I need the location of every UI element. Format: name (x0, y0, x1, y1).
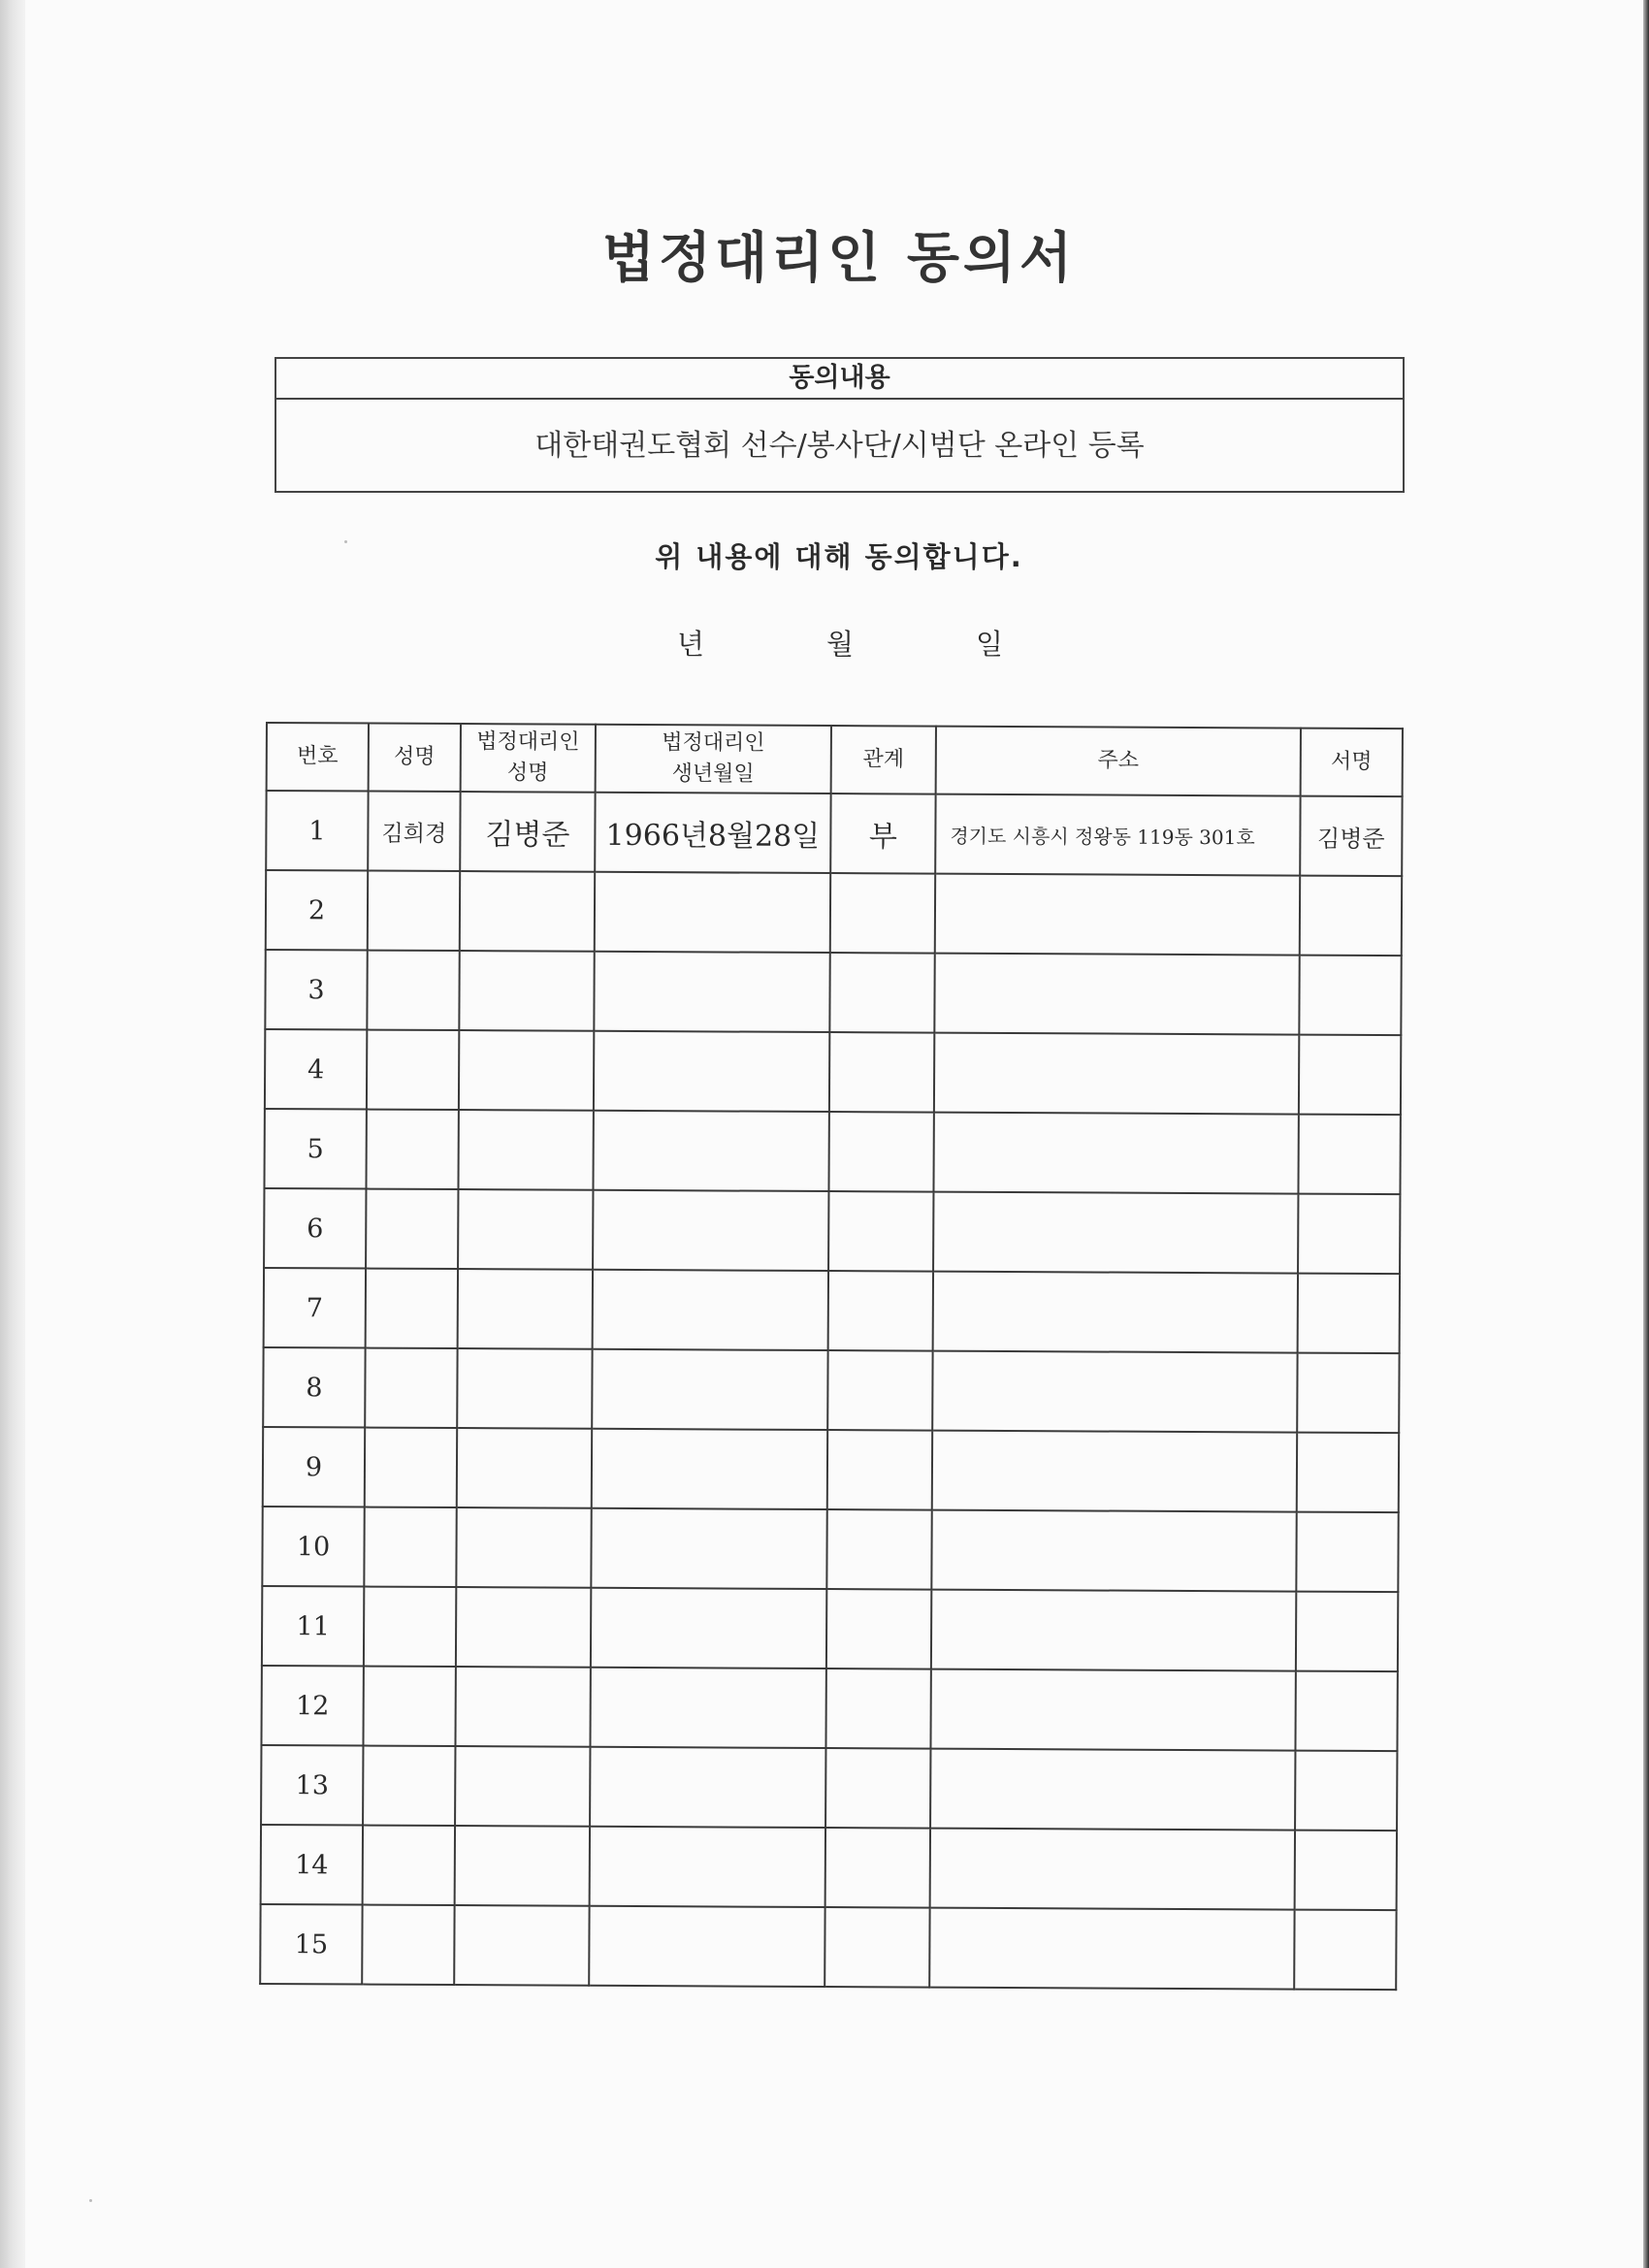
header-address: 주소 (936, 727, 1301, 796)
table-body (260, 791, 1402, 1990)
cell-address[interactable] (930, 1829, 1295, 1910)
cell-rep-birth[interactable] (591, 1588, 826, 1669)
cell-signature[interactable] (1297, 1433, 1399, 1513)
cell-relation[interactable] (828, 1112, 933, 1192)
cell-rep-name[interactable] (459, 951, 594, 1031)
table-row (264, 1109, 1400, 1194)
cell-no[interactable]: 7 (264, 1268, 366, 1348)
table-row (261, 1825, 1397, 1910)
table-row (266, 870, 1402, 956)
cell-rep-name[interactable] (458, 1269, 593, 1349)
cell-rep-name[interactable] (457, 1428, 592, 1508)
cell-relation[interactable] (826, 1509, 931, 1590)
cell-name[interactable] (365, 1428, 457, 1507)
table-row (266, 791, 1402, 876)
cell-no[interactable]: 5 (264, 1109, 366, 1189)
consent-header: 동의내용 (276, 359, 1403, 400)
cell-signature[interactable] (1296, 1512, 1398, 1593)
cell-signature[interactable] (1299, 1035, 1401, 1116)
consent-body: 대한태권도협회 선수/봉사단/시범단 온라인 등록 (534, 429, 1145, 463)
cell-rep-name[interactable] (455, 1826, 590, 1906)
cell-rep-birth[interactable] (593, 1190, 828, 1271)
cell-relation[interactable] (828, 1271, 933, 1351)
cell-address[interactable]: 경기도 시흥시 정왕동 119동 301호 (935, 794, 1300, 876)
cell-relation[interactable] (826, 1589, 931, 1669)
table-row (261, 1745, 1397, 1831)
table-row (262, 1586, 1398, 1671)
cell-rep-birth[interactable] (593, 1270, 828, 1350)
cell-name[interactable] (366, 1189, 458, 1269)
header-relation: 관계 (831, 726, 936, 794)
agree-statement: 위 내용에 대해 동의합니다. (655, 540, 1023, 573)
cell-address[interactable] (935, 874, 1300, 956)
cell-name[interactable] (366, 1110, 458, 1189)
cell-rep-name[interactable] (457, 1348, 592, 1429)
cell-rep-birth[interactable] (590, 1747, 825, 1828)
cell-rep-name[interactable] (458, 1189, 593, 1270)
cell-rep-birth[interactable] (589, 1906, 824, 1987)
cell-rep-name[interactable] (456, 1587, 591, 1668)
cell-name[interactable]: 김희경 (368, 792, 460, 871)
cell-name[interactable] (362, 1905, 454, 1985)
cell-relation[interactable] (827, 1350, 932, 1431)
cell-relation[interactable] (828, 1191, 933, 1272)
cell-no[interactable]: 13 (261, 1745, 363, 1826)
cell-signature[interactable] (1298, 1115, 1400, 1195)
cell-no[interactable]: 10 (262, 1507, 364, 1587)
cell-name[interactable] (367, 951, 459, 1030)
header-name: 성명 (369, 724, 461, 792)
cell-rep-name[interactable] (460, 871, 595, 952)
header-rep-name-line2: 성명 (506, 761, 549, 786)
consent-box (275, 357, 1405, 493)
table-row (262, 1507, 1398, 1592)
cell-relation[interactable]: 부 (830, 794, 935, 874)
cell-address[interactable] (929, 1908, 1294, 1990)
cell-address[interactable] (932, 1351, 1297, 1433)
scan-edge-left (0, 0, 25, 2268)
cell-signature[interactable] (1297, 1353, 1399, 1434)
header-rep-birth-line1: 법정대리인 (662, 730, 765, 756)
cell-rep-name[interactable] (458, 1110, 593, 1190)
cell-no[interactable]: 12 (261, 1666, 363, 1746)
cell-signature[interactable] (1300, 876, 1402, 956)
cell-address[interactable] (933, 1192, 1298, 1274)
cell-rep-name[interactable] (454, 1905, 589, 1986)
table-row (264, 1188, 1400, 1274)
table-row (265, 950, 1401, 1035)
cell-relation[interactable] (825, 1748, 930, 1829)
table-row (265, 1029, 1401, 1115)
cell-no[interactable]: 9 (263, 1427, 365, 1507)
cell-name[interactable] (364, 1507, 456, 1587)
header-rep-name-line1: 법정대리인 (476, 729, 580, 755)
document-title: 법정대리인 동의서 (601, 227, 1077, 290)
cell-signature[interactable] (1295, 1831, 1397, 1911)
cell-rep-birth[interactable] (593, 1111, 828, 1191)
table-row (263, 1347, 1399, 1433)
cell-address[interactable] (932, 1431, 1297, 1512)
cell-rep-birth[interactable] (591, 1508, 826, 1589)
cell-signature[interactable] (1294, 1910, 1396, 1991)
cell-signature[interactable]: 김병준 (1300, 796, 1402, 877)
cell-relation[interactable] (829, 1032, 934, 1113)
cell-name[interactable] (363, 1826, 455, 1905)
cell-address[interactable] (933, 1272, 1298, 1353)
cell-relation[interactable] (824, 1907, 929, 1988)
table-row (260, 1904, 1396, 1990)
scan-speck (344, 540, 347, 543)
cell-address[interactable] (934, 954, 1299, 1035)
cell-rep-birth[interactable] (595, 872, 830, 953)
cell-rep-birth[interactable] (592, 1429, 827, 1509)
cell-address[interactable] (930, 1749, 1295, 1831)
cell-relation[interactable] (830, 873, 935, 954)
header-rep-birth (596, 725, 831, 794)
cell-signature[interactable] (1298, 1274, 1400, 1354)
cell-signature[interactable] (1298, 1194, 1400, 1275)
cell-name[interactable] (368, 871, 460, 951)
scan-speck (89, 2199, 92, 2202)
cell-name[interactable] (363, 1667, 455, 1746)
cell-address[interactable] (930, 1669, 1295, 1751)
cell-name[interactable] (365, 1348, 457, 1428)
cell-rep-birth[interactable] (592, 1349, 827, 1430)
cell-address[interactable] (933, 1113, 1298, 1194)
header-signature: 서명 (1301, 729, 1403, 797)
cell-no[interactable]: 11 (262, 1586, 364, 1667)
cell-no[interactable]: 15 (260, 1904, 362, 1985)
header-rep-birth-line2: 생년월일 (671, 761, 755, 787)
date-month-label: 월 (826, 628, 855, 661)
cell-rep-birth[interactable]: 1966년8월28일 (595, 793, 830, 873)
cell-rep-birth[interactable] (590, 1827, 825, 1907)
signature-table (259, 722, 1404, 1991)
cell-address[interactable] (934, 1033, 1299, 1115)
header-no: 번호 (267, 723, 369, 792)
cell-signature[interactable] (1299, 956, 1401, 1036)
date-day-label: 일 (976, 628, 1004, 661)
cell-name[interactable] (367, 1030, 459, 1110)
cell-signature[interactable] (1296, 1592, 1398, 1672)
scan-edge-right (1643, 0, 1649, 2268)
cell-rep-name[interactable]: 김병준 (460, 792, 595, 872)
cell-name[interactable] (364, 1587, 456, 1667)
cell-name[interactable] (363, 1746, 455, 1826)
cell-no[interactable]: 1 (266, 791, 368, 871)
cell-no[interactable]: 4 (265, 1029, 367, 1110)
cell-rep-birth[interactable] (594, 1031, 829, 1112)
cell-no[interactable]: 14 (261, 1825, 363, 1905)
cell-no[interactable]: 2 (266, 870, 368, 951)
cell-rep-name[interactable] (459, 1030, 594, 1111)
table-row (264, 1268, 1400, 1353)
cell-rep-birth[interactable] (590, 1668, 825, 1748)
date-year-label: 년 (677, 628, 705, 661)
cell-relation[interactable] (825, 1669, 930, 1749)
header-rep-name (461, 724, 596, 793)
cell-rep-name[interactable] (455, 1667, 590, 1747)
cell-rep-name[interactable] (455, 1746, 590, 1827)
table-row (263, 1427, 1399, 1512)
cell-signature[interactable] (1295, 1751, 1397, 1831)
table-row (261, 1666, 1397, 1751)
cell-no[interactable]: 8 (263, 1347, 365, 1428)
cell-rep-birth[interactable] (594, 952, 829, 1032)
cell-no[interactable]: 3 (265, 950, 367, 1030)
cell-relation[interactable] (829, 953, 934, 1033)
cell-name[interactable] (366, 1269, 458, 1348)
cell-address[interactable] (931, 1510, 1296, 1592)
cell-address[interactable] (931, 1590, 1296, 1671)
cell-rep-name[interactable] (456, 1507, 591, 1588)
cell-signature[interactable] (1295, 1671, 1397, 1752)
table-header-row (267, 723, 1403, 796)
cell-relation[interactable] (825, 1828, 930, 1908)
cell-relation[interactable] (827, 1430, 932, 1510)
cell-no[interactable]: 6 (264, 1188, 366, 1269)
